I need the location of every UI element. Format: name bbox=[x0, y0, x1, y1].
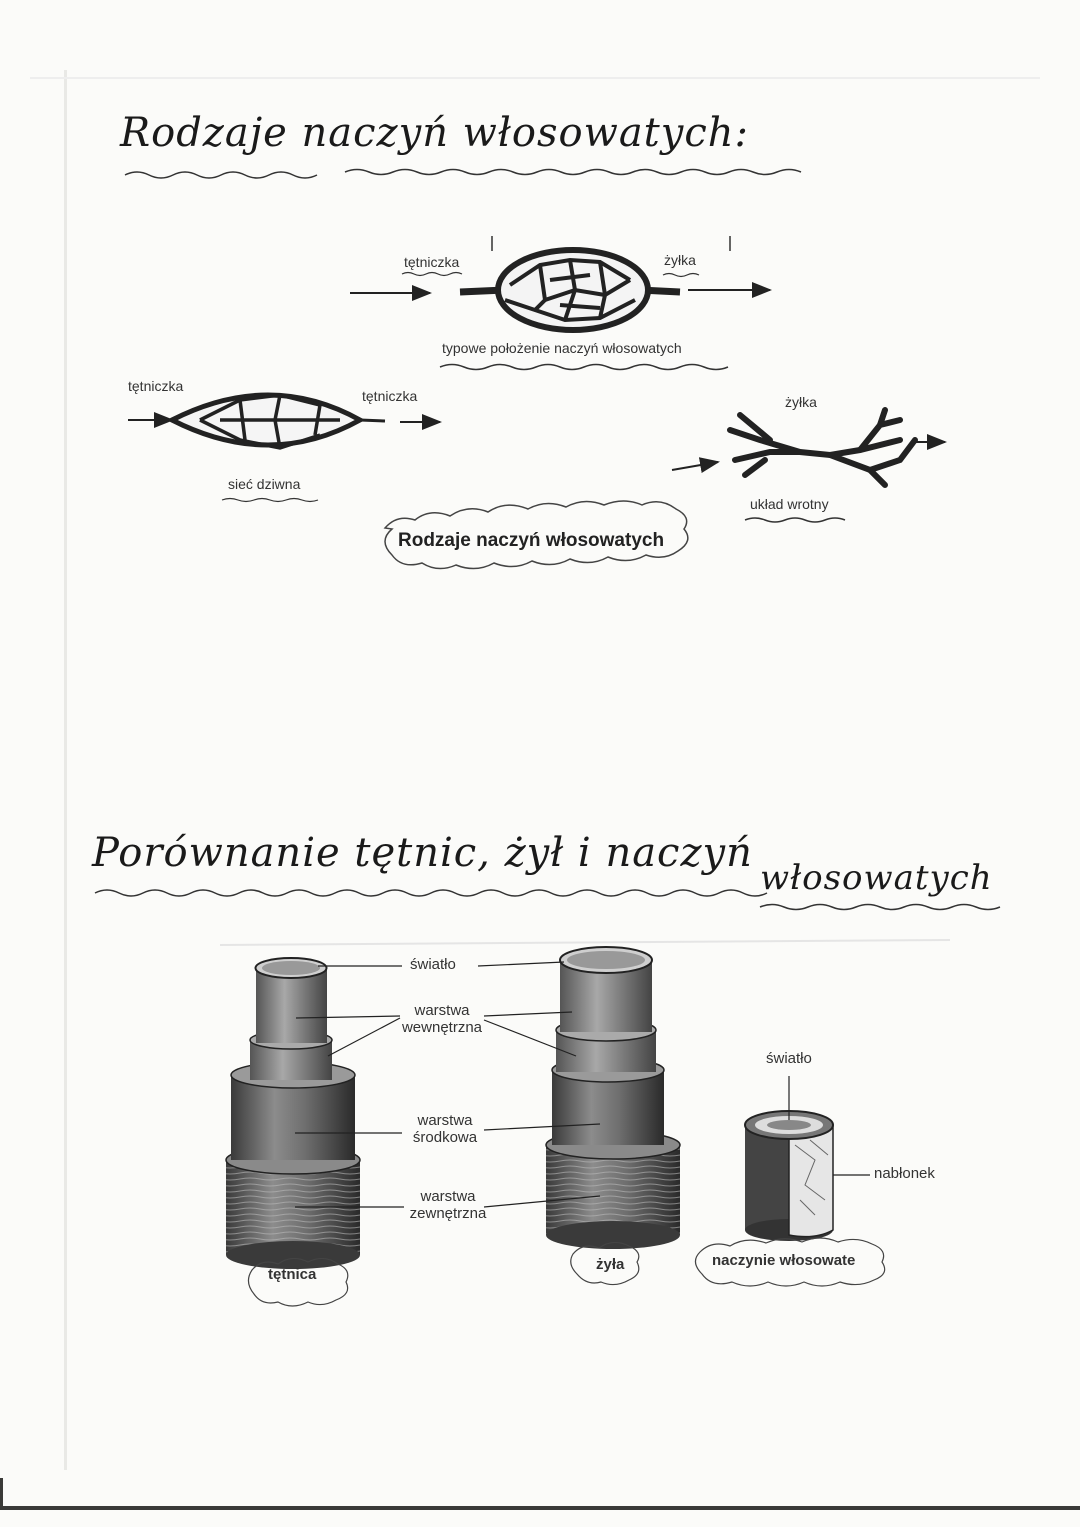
caption-rete-mirabile: sieć dziwna bbox=[228, 476, 301, 492]
label-outer-layer-line2: zewnętrzna bbox=[409, 1205, 487, 1222]
label-right-venule: żyłka bbox=[785, 394, 817, 410]
artery-drawing bbox=[226, 958, 360, 1269]
label-lumen: światło bbox=[410, 956, 456, 973]
heading-comparison-line2: włosowatych bbox=[760, 858, 993, 898]
label-outer-layer bbox=[400, 1188, 496, 1222]
label-outer-layer-line1: warstwa bbox=[420, 1188, 476, 1205]
caption-capillary: naczynie włosowate bbox=[712, 1252, 856, 1269]
heading1-underline bbox=[125, 170, 801, 179]
caption-portal-system: układ wrotny bbox=[750, 496, 829, 512]
capillary-drawing bbox=[745, 1111, 833, 1241]
fig1-title: Rodzaje naczyń włosowatych bbox=[398, 530, 665, 551]
label-middle-layer bbox=[400, 1112, 490, 1146]
heading-comparison-line1: Porównanie tętnic, żył i naczyń bbox=[92, 830, 753, 876]
label-left-arteriole-out: tętniczka bbox=[362, 388, 418, 404]
label-top-venule: żyłka bbox=[664, 252, 696, 268]
caption-typical-position: typowe położenie naczyń włosowatych bbox=[442, 340, 682, 356]
caption-vein: żyła bbox=[596, 1256, 625, 1273]
label-middle-layer-line1: warstwa bbox=[417, 1112, 473, 1129]
vein-drawing bbox=[546, 947, 680, 1249]
label-inner-layer-line1: warstwa bbox=[414, 1002, 470, 1019]
label-top-arteriole: tętniczka bbox=[404, 254, 460, 270]
caption-artery: tętnica bbox=[268, 1266, 317, 1283]
label-capillary-lumen: światło bbox=[766, 1050, 812, 1067]
label-inner-layer bbox=[392, 1002, 492, 1036]
heading-capillary-types: Rodzaje naczyń włosowatych: bbox=[120, 110, 749, 156]
label-inner-layer-line2: wewnętrzna bbox=[401, 1019, 483, 1036]
label-left-arteriole-in: tętniczka bbox=[128, 378, 184, 394]
label-epithelium: nabłonek bbox=[874, 1165, 935, 1182]
label-middle-layer-line2: środkowa bbox=[412, 1129, 478, 1146]
